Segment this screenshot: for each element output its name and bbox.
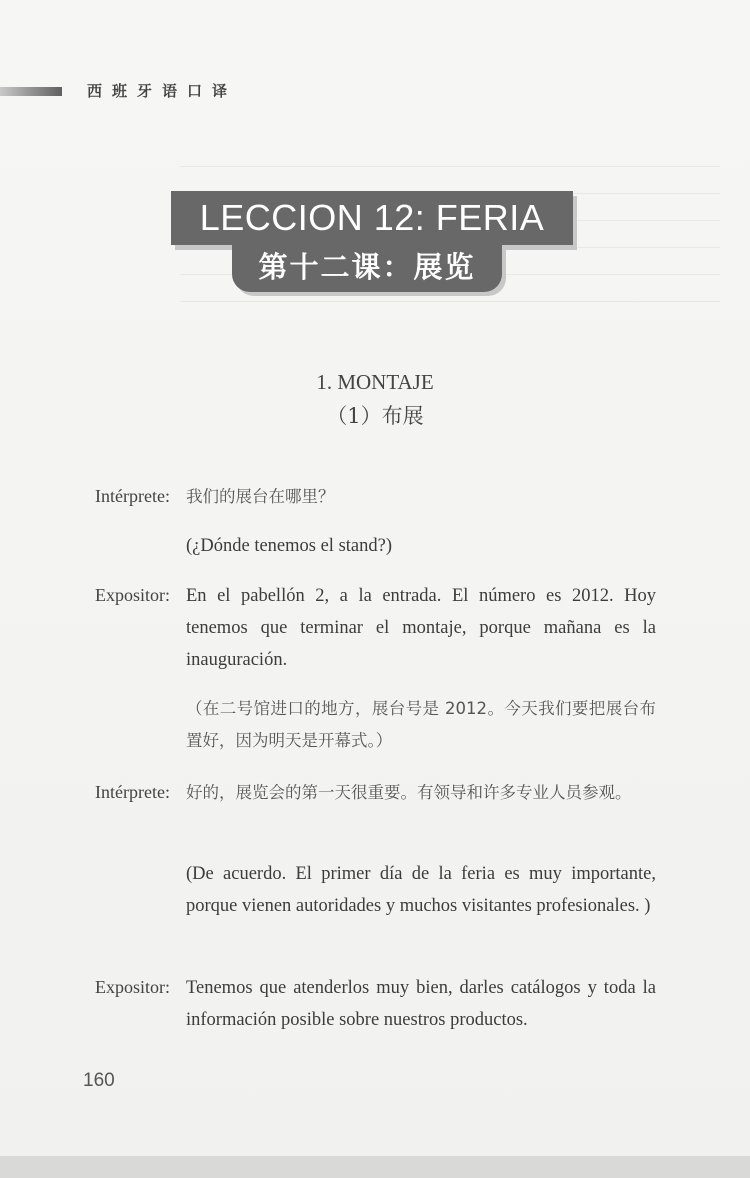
dialogue-translation: （在二号馆进口的地方，展台号是 2012。今天我们要把展台布置好，因为明天是开幕式。） bbox=[186, 699, 656, 750]
section-heading-chinese: （1）布展 bbox=[326, 404, 424, 428]
speaker-label: Intérprete: bbox=[95, 782, 170, 802]
page-bottom-edge bbox=[0, 1156, 750, 1178]
dialogue-line: Tenemos que atenderlos muy bien, darles catálogos y toda la información posible sobre nuestros productos. bbox=[186, 978, 656, 1030]
dialogue-translation: (De acuerdo. El primer día de la feria es muy importante, porque vienen autoridades y muchos visitantes profesionales. ) bbox=[186, 864, 656, 916]
running-header-title: 西班牙语口译 bbox=[87, 82, 238, 100]
speaker-label: Expositor: bbox=[95, 585, 170, 605]
section-heading-spanish: 1. MONTAJE bbox=[316, 370, 434, 394]
header-decoration-bar bbox=[0, 87, 62, 96]
dialogue-line: 好的，展览会的第一天很重要。有领导和许多专业人员参观。 bbox=[186, 783, 632, 802]
dialogue-line: 我们的展台在哪里？ bbox=[186, 487, 335, 506]
dialogue-line: En el pabellón 2, a la entrada. El número es 2012. Hoy tenemos que terminar el montaje, porque mañana es la inauguración. bbox=[186, 586, 656, 670]
lesson-title-chinese: 第十二课：展览 bbox=[232, 244, 502, 292]
speaker-label: Expositor: bbox=[95, 977, 170, 997]
dialogue-translation: (¿Dónde tenemos el stand?) bbox=[186, 536, 392, 556]
speaker-label: Intérprete: bbox=[95, 486, 170, 506]
lesson-title-spanish: LECCION 12: FERIA bbox=[171, 191, 573, 245]
page-number: 160 bbox=[83, 1070, 115, 1091]
